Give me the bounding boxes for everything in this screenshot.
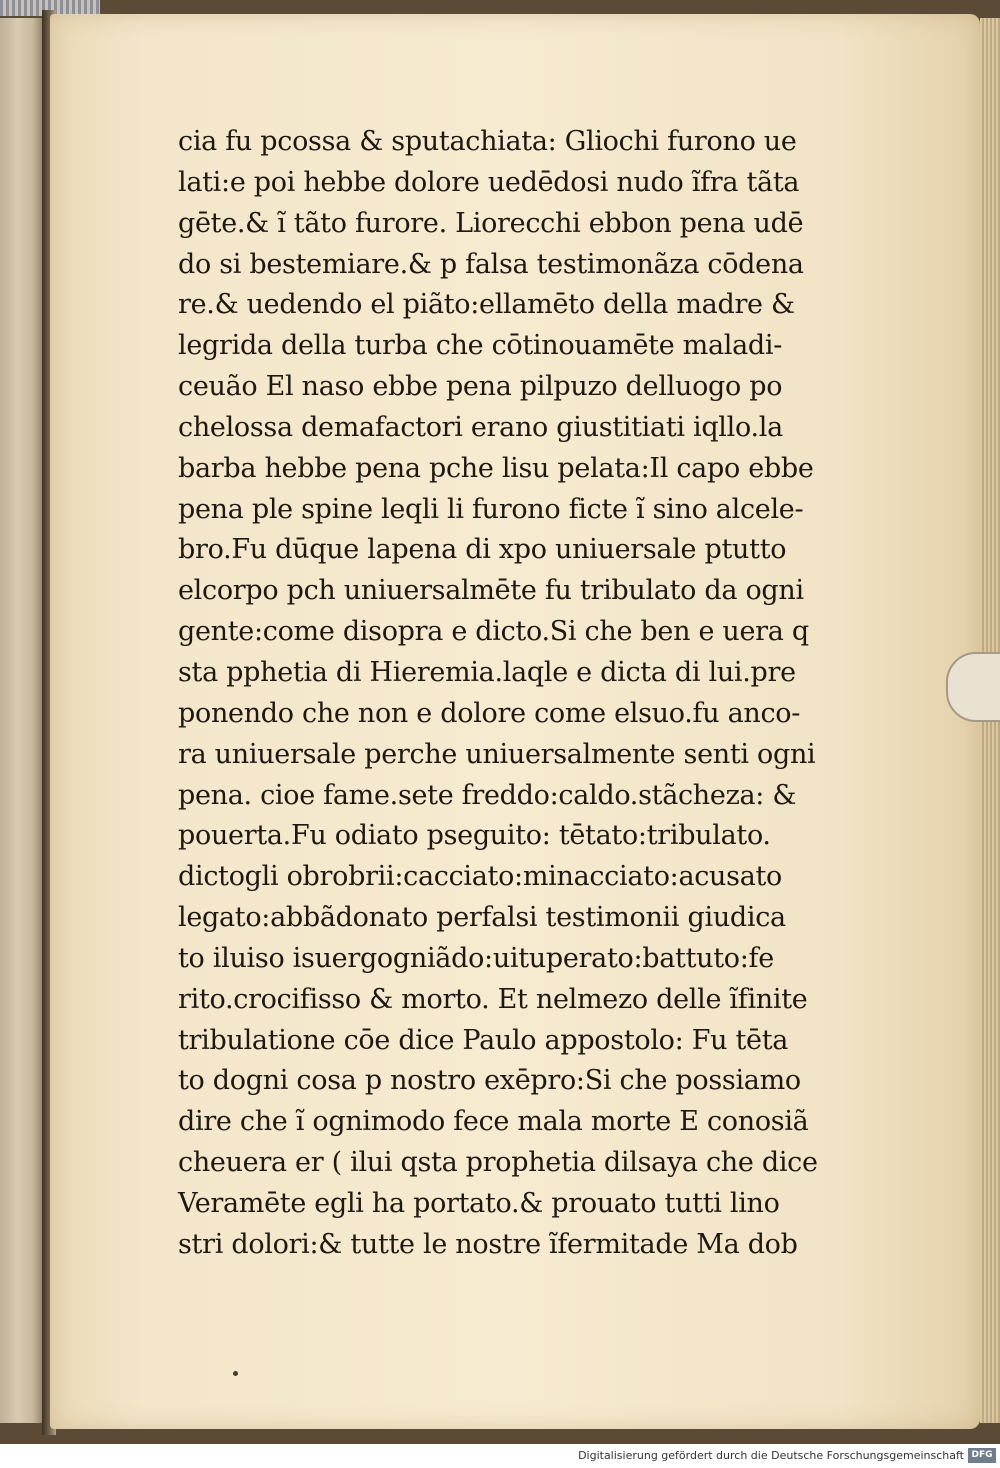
- text-line: re.& uedendo el piãto:ellamēto della madre &: [178, 289, 795, 321]
- text-line: pena ple spine leqli li furono ficte ĩ sino alcele-: [178, 493, 804, 525]
- page-tab-marker: [946, 652, 1000, 722]
- ink-speck: [233, 1371, 238, 1376]
- text-line: to dogni cosa p nostro exēpro:Si che possiamo: [178, 1065, 801, 1097]
- text-line: chelossa demafactori erano giustitiati iqllo.la: [178, 411, 783, 443]
- page-text-block: [178, 122, 818, 1266]
- text-line: sta pphetia di Hieremia.laqle e dicta di lui.pre: [178, 656, 796, 688]
- text-line: cia fu pcossa & sputachiata: Gliochi furono ue: [178, 126, 797, 157]
- text-line: dire che ĩ ognimodo fece mala morte E conosiã: [178, 1106, 809, 1138]
- text-line: elcorpo pch uniuersalmēte fu tribulato da ogni: [178, 575, 804, 607]
- text-line: bro.Fu dūque lapena di xpo uniuersale ptutto: [178, 534, 787, 566]
- text-line: legrida della turba che cōtinouamēte maladi-: [178, 330, 783, 362]
- text-line: ra uniuersale perche uniuersalmente senti ogni: [178, 738, 816, 770]
- text-line: ponendo che non e dolore come elsuo.fu anco-: [178, 697, 801, 729]
- text-line: do si bestemiare.& p falsa testimonãza cōdena: [178, 248, 804, 280]
- text-line: tribulatione cōe dice Paulo appostolo: Fu tēta: [178, 1024, 789, 1056]
- text-line: cheuera er ( ilui qsta prophetia dilsaya che dice: [178, 1147, 818, 1179]
- text-line: rito.crocifisso & morto. Et nelmezo delle ĩfinite: [178, 983, 808, 1015]
- dfg-logo-icon: DFG: [968, 1448, 996, 1463]
- text-line: Veramēte egli ha portato.& prouato tutti lino: [178, 1187, 780, 1219]
- text-line: to iluiso isuergogniãdo:uituperato:battuto:fe: [178, 942, 774, 974]
- text-line: pouerta.Fu odiato pseguito: tētato:tribulato.: [178, 820, 771, 852]
- text-line: stri dolori:& tutte le nostre ĩfermitade Ma dob: [178, 1228, 798, 1260]
- text-line: gente:come disopra e dicto.Si che ben e uera q: [178, 616, 809, 648]
- text-line: pena. cioe fame.sete freddo:caldo.stãcheza: &: [178, 779, 797, 811]
- text-line: legato:abbãdonato perfalsi testimonii giudica: [178, 902, 786, 934]
- left-page-edge: [0, 18, 45, 1423]
- text-line: lati:e poi hebbe dolore uedēdosi nudo ĩfra tãta: [178, 166, 800, 198]
- text-line: gēte.& ĩ tãto furore. Liorecchi ebbon pena udē: [178, 207, 804, 239]
- text-line: ceuão El naso ebbe pena pilpuzo delluogo po: [178, 371, 783, 403]
- digitization-footer: [0, 1444, 1000, 1468]
- text-line: barba hebbe pena pche lisu pelata:Il capo ebbe: [178, 452, 814, 484]
- text-line: dictogli obrobrii:cacciato:minacciato:acusato: [178, 861, 783, 893]
- footer-credit: Digitalisierung gefördert durch die Deutsche Forschungsgemeinschaft: [578, 1449, 964, 1462]
